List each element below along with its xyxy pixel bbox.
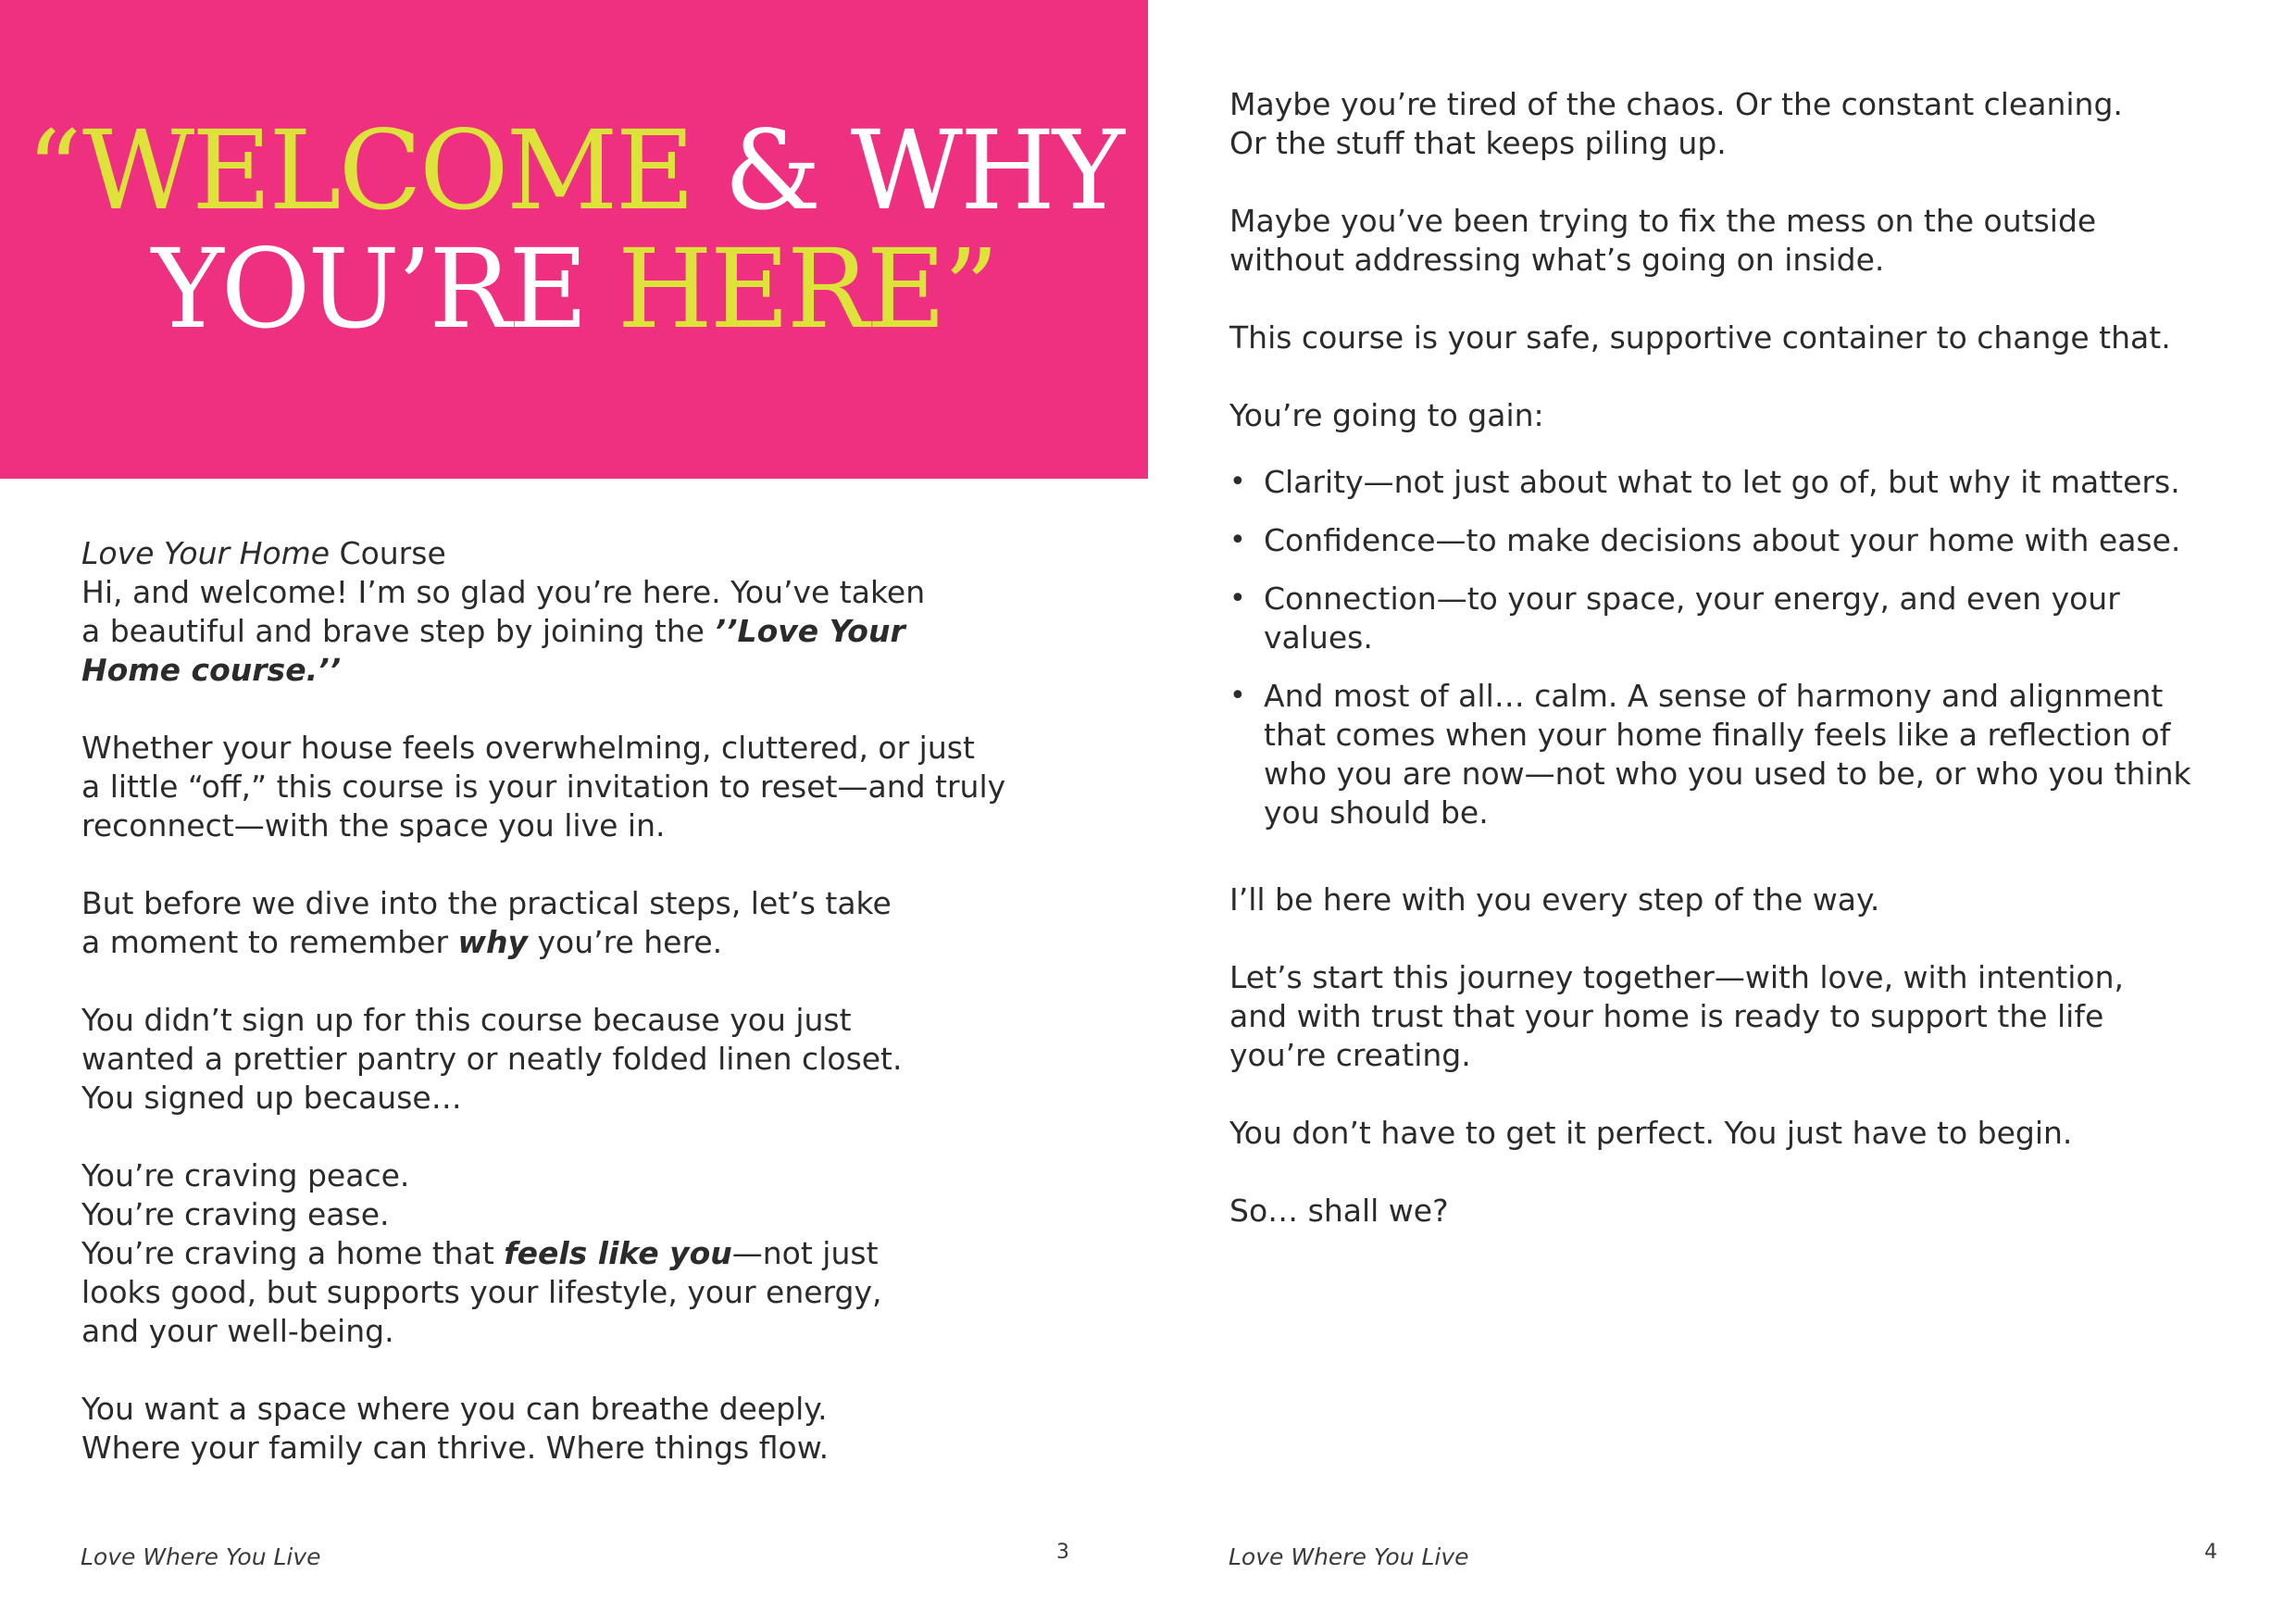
list-item-line: values. [1264,619,1373,656]
list-item-line: And most of all… calm. A sense of harmony and alignment [1264,678,2164,714]
paragraph-begin [1229,1114,2229,1153]
open-quote: “ [26,106,82,234]
paragraph-line: You don’t have to get it perfect. You just have to begin. [1229,1115,2073,1151]
paragraph-line: reconnect—with the space you live in. [81,807,666,843]
list-item-line: you should be. [1264,794,1489,831]
paragraph-gain [1229,396,2229,435]
paragraph-line: looks good, but supports your lifestyle, your energy, [81,1274,882,1310]
paragraph-craving [81,1156,1035,1351]
list-item-line: who you are now—not who you used to be, or who you think [1264,756,2191,792]
page-number: 4 [2204,1541,2217,1564]
course-name: Love Your Home [81,535,331,571]
right-page [1148,0,2296,1624]
paragraph-line: You’re craving peace. [81,1157,410,1193]
close-quote: ” [942,225,997,353]
paragraph-signed-up [81,1001,1035,1118]
list-item-line: Clarity—not just about what to let go of, but why it matters. [1264,464,2180,500]
paragraph-line: You signed up because… [81,1080,462,1116]
paragraph-line: you’re creating. [1229,1037,1471,1073]
list-item [1229,521,2229,560]
list-item [1229,580,2229,657]
bullet-icon: • [1229,582,1246,615]
left-body [81,534,1035,1506]
paragraph-line: Or the stuff that keeps piling up. [1229,125,1727,161]
paragraph-journey [1229,958,2229,1075]
course-title-emphasis: Home course.’’ [81,652,342,688]
paragraph-line: Maybe you’re tired of the chaos. Or the constant cleaning. [1229,86,2123,122]
intro-line: Hi, and welcome! I’m so glad you’re here. You’ve taken [81,574,926,610]
paragraph-here-with-you [1229,881,2229,919]
paragraph-line: You’re going to gain: [1229,397,1544,433]
course-title-emphasis: ’’Love Your [714,613,905,649]
paragraph-fix-mess [1229,202,2229,280]
bullet-icon: • [1229,466,1246,498]
feels-like-you-emphasis: feels like you [504,1235,732,1271]
title-word-here: HERE [617,225,943,353]
intro-line: a beautiful and brave step by joining the [81,613,715,649]
title-word-why: & WHY [724,106,1122,234]
course-suffix: Course [330,535,446,571]
intro-paragraph [81,534,1035,690]
paragraph-line: Maybe you’ve been trying to fix the mess on the outside [1229,203,2097,239]
paragraph-line: a moment to remember [81,924,458,960]
list-item-line: Connection—to your space, your energy, and even your [1264,581,2120,617]
page-number: 3 [1056,1541,1069,1564]
paragraph-line: wanted a prettier pantry or neatly folded linen closet. [81,1041,903,1077]
list-item-line: that comes when your home finally feels like a reflection of [1264,717,2171,753]
paragraph-line: So… shall we? [1229,1193,1449,1229]
paragraph-line: This course is your safe, supportive container to change that. [1229,319,2171,356]
list-item [1229,463,2229,502]
bullet-icon: • [1229,524,1246,556]
hero-title [0,106,1148,353]
title-word-welcome: WELCOME [81,106,725,234]
paragraph-line: and your well-being. [81,1313,394,1349]
title-word-youre: YOU’RE [151,225,618,353]
paragraph-line: You’re craving ease. [81,1196,390,1232]
bullet-icon: • [1229,680,1246,712]
paragraph-line: But before we dive into the practical steps, let’s take [81,885,892,921]
hero-banner [0,0,1148,479]
right-body [1229,85,2229,1269]
paragraph-line: you’re here. [528,924,723,960]
paragraph-line: Whether your house feels overwhelming, cluttered, or just [81,730,975,766]
footer-title: Love Where You Live [1229,1543,1469,1570]
why-emphasis: why [457,924,529,960]
paragraph-line: a little “off,” this course is your invitation to reset—and truly [81,768,1006,805]
paragraph-line: You’re craving a home that [81,1235,505,1271]
paragraph-line: —not just [731,1235,879,1271]
paragraph-line: Where your family can thrive. Where things flow. [81,1430,830,1466]
paragraph-line: and with trust that your home is ready to support the life [1229,998,2104,1034]
paragraph-remember-why [81,884,1035,962]
paragraph-breathe [81,1390,1035,1468]
paragraph-line: I’ll be here with you every step of the way. [1229,881,1880,918]
paragraph-tired [1229,85,2229,163]
paragraph-line: You didn’t sign up for this course because you just [81,1002,852,1038]
paragraph-shall-we [1229,1192,2229,1230]
paragraph-line: without addressing what’s going on inside. [1229,242,1885,278]
list-item [1229,677,2229,832]
paragraph-line: Let’s start this journey together—with love, with intention, [1229,959,2124,995]
gains-list [1229,463,2229,832]
paragraph-container [1229,319,2229,357]
list-item-line: Confidence—to make decisions about your home with ease. [1264,522,2181,558]
paragraph-line: You want a space where you can breathe deeply. [81,1391,828,1427]
hero-title-line1 [26,106,1122,234]
paragraph-overwhelm [81,729,1035,845]
hero-title-line2 [152,225,996,353]
footer-title: Love Where You Live [81,1543,321,1570]
